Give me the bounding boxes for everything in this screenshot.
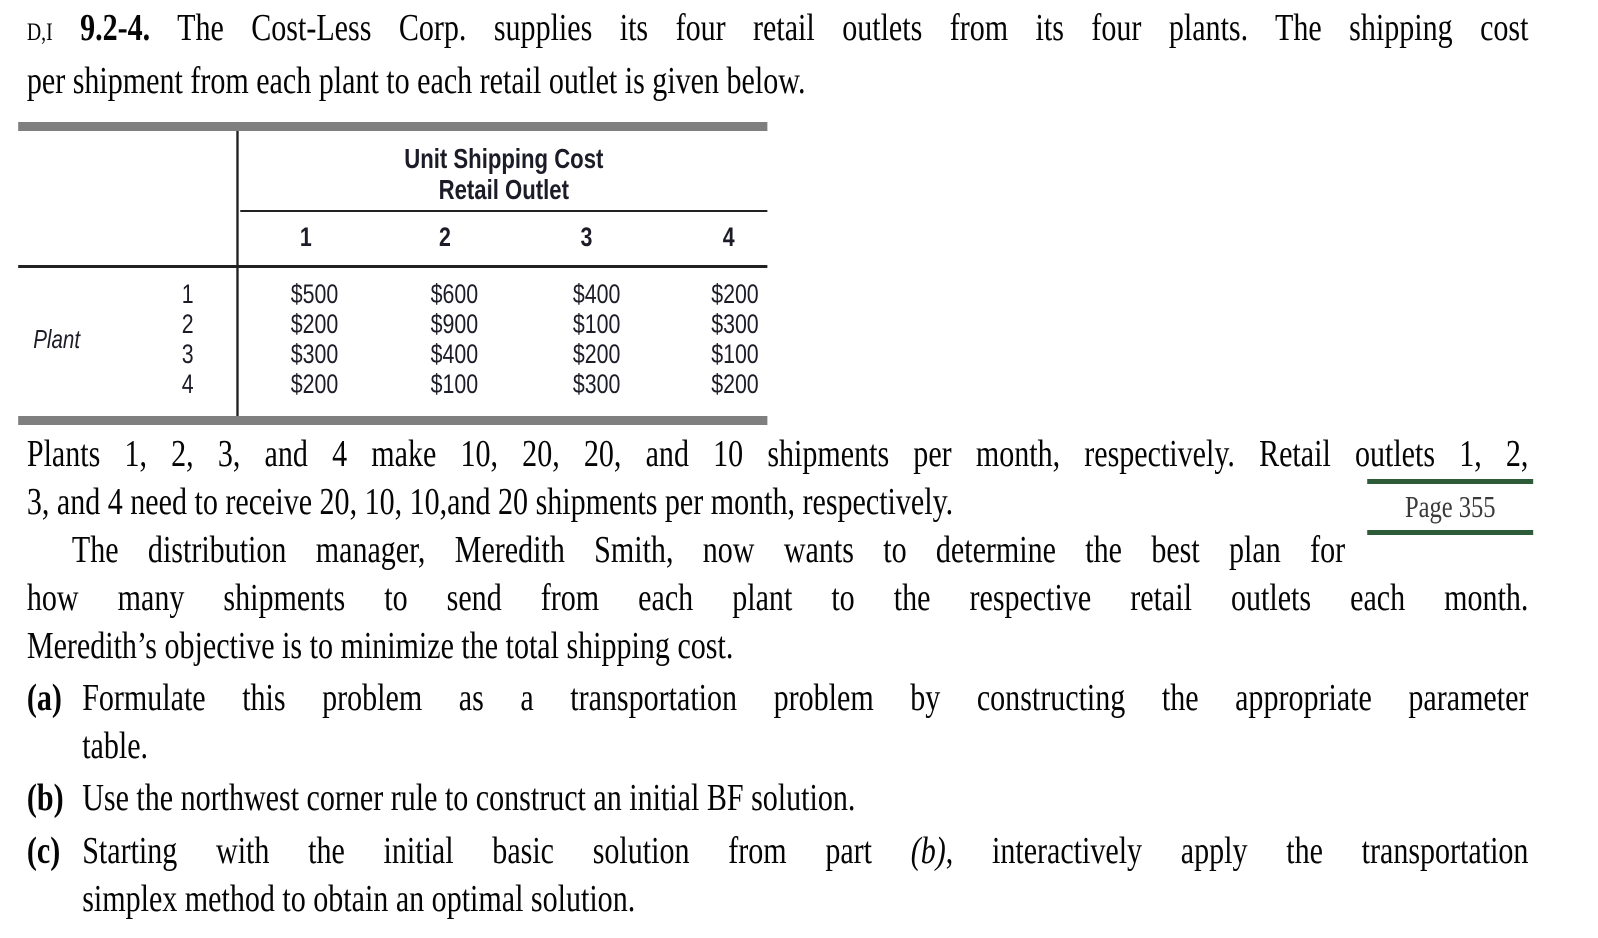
row-label-plant-3: 3 [181, 339, 194, 369]
manager-line-3: Meredith’s objective is to minimize the total shipping cost. [26, 625, 734, 667]
cost-cell: $500 [290, 279, 339, 309]
cost-cell: $200 [572, 339, 621, 369]
supply-demand-line-2: 3, and 4 need to receive 20, 10, 10,and 20 shipments per month, respectively. [26, 481, 954, 523]
cost-cell: $200 [711, 279, 759, 309]
cost-cell: $200 [290, 309, 339, 339]
cost-cell: $300 [290, 339, 339, 369]
row-label-plant-2: 2 [181, 309, 194, 339]
item-b-line-1: Use the northwest corner rule to construct an initial BF solution. [82, 777, 856, 819]
problem-text-line-2: per shipment from each plant to each retail outlet is given below. [26, 60, 806, 102]
unit-shipping-cost-table [18, 122, 767, 425]
table-subtitle: Retail Outlet [438, 174, 569, 205]
cost-cell: $300 [711, 309, 759, 339]
manager-line-1: The distribution manager, Meredith Smith, now wants to determine the best plan for [71, 529, 1346, 571]
table-bottom-rule [18, 416, 767, 425]
question-item-b [27, 774, 1529, 822]
supply-demand-line-1: Plants 1, 2, 3, and 4 make 10, 20, 20, and 10 shipments per month, respectively. Retail outlets 1, 2, [26, 433, 1529, 475]
question-item-c [27, 827, 1529, 923]
cost-cell: $100 [572, 309, 621, 339]
cost-cell: $400 [430, 339, 479, 369]
table-title: Unit Shipping Cost [404, 143, 604, 174]
page-number-marker: Page 355 [1367, 479, 1533, 535]
cost-cell: $100 [711, 339, 759, 369]
problem-text-line-1: The Cost-Less Corp. supplies its four retail outlets from its four plants. The shipping cost [177, 7, 1529, 49]
row-label-plant-1: 1 [181, 279, 194, 309]
question-item-a [27, 674, 1529, 770]
row-label-plant-4: 4 [181, 369, 194, 399]
row-group-label: Plant [33, 324, 81, 354]
table-row [18, 339, 767, 369]
supply-demand-paragraph [27, 430, 1529, 526]
cost-cell: $400 [572, 279, 621, 309]
table-top-rule [18, 122, 767, 131]
cost-cell: $900 [430, 309, 479, 339]
item-c-part-ref: (b) [910, 830, 946, 872]
item-c-text-post: , interactively apply the transportation [945, 830, 1529, 872]
manager-paragraph [27, 526, 1529, 670]
column-header-outlet-3: 3 [580, 222, 593, 252]
problem-statement-line-1 [27, 4, 1529, 57]
column-header-outlet-2: 2 [438, 222, 451, 252]
manager-line-2: how many shipments to send from each plant to the respective retail outlets each month. [26, 577, 1529, 619]
item-c-text-pre: Starting with the initial basic solution from part [82, 830, 873, 872]
item-c-line-1 [82, 827, 1528, 875]
table-row [18, 369, 767, 399]
cost-cell: $100 [430, 369, 479, 399]
column-header-outlet-4: 4 [722, 222, 735, 252]
problem-tag: D,I [26, 19, 53, 46]
problem-statement [27, 4, 1529, 105]
table-row [18, 309, 767, 339]
item-a-label: (a) [26, 677, 62, 719]
item-c-line-2: simplex method to obtain an optimal solution. [82, 878, 636, 920]
column-header-outlet-1: 1 [299, 222, 312, 252]
cost-cell: $200 [711, 369, 759, 399]
table-mid-rule [18, 265, 767, 268]
item-c-label: (c) [26, 830, 61, 872]
item-b-label: (b) [26, 777, 64, 819]
cost-cell: $600 [430, 279, 479, 309]
table-header-rule [240, 210, 767, 212]
problem-number: 9.2-4. [80, 7, 151, 49]
item-a-line-2: table. [82, 725, 149, 767]
cost-cell: $300 [572, 369, 621, 399]
table-row [18, 279, 767, 309]
item-a-line-1: Formulate this problem as a transportation problem by constructing the appropriate parameter [82, 677, 1529, 719]
cost-cell: $200 [290, 369, 339, 399]
